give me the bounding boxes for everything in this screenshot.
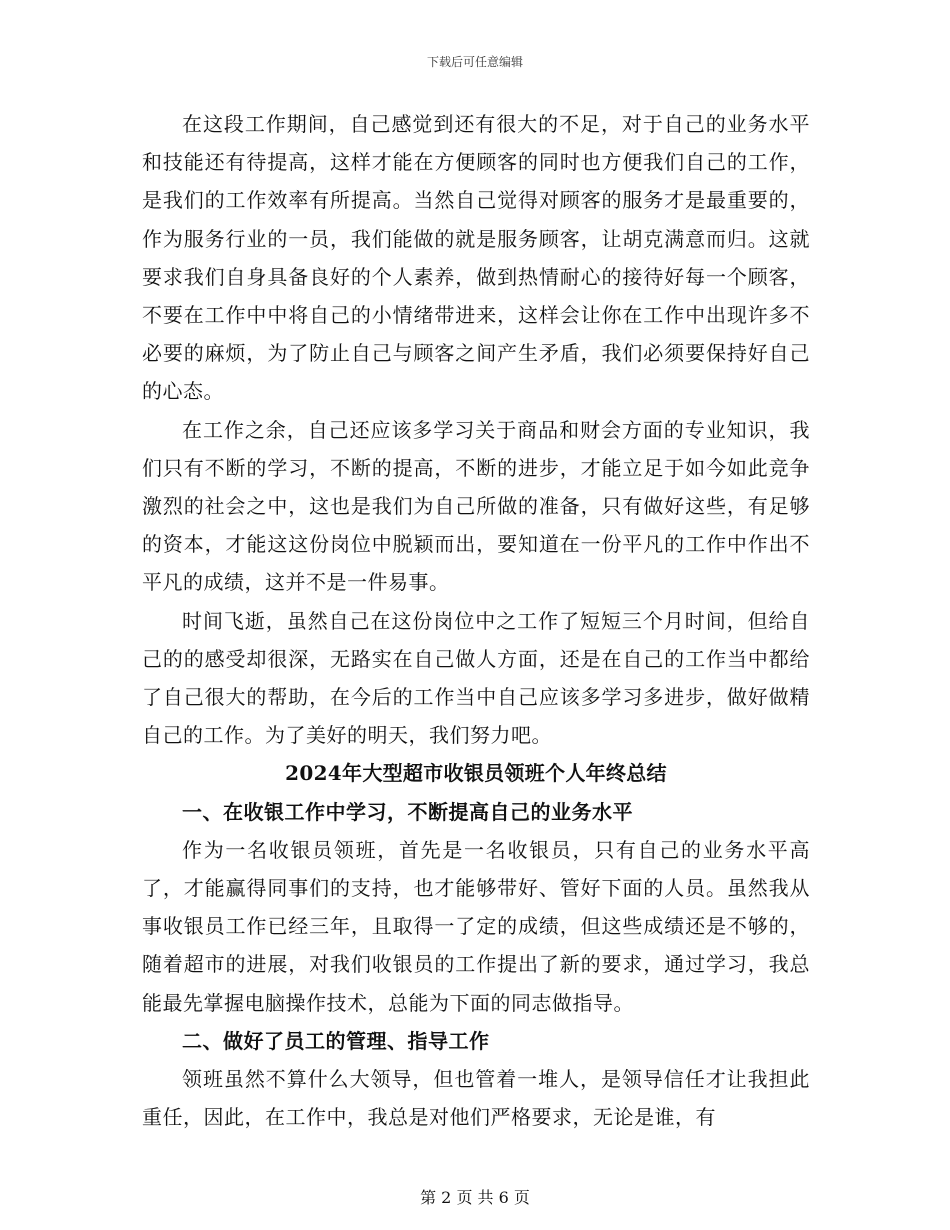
section-paragraph-1: 作为一名收银员领班，首先是一名收银员，只有自己的业务水平高了，才能赢得同事们的支持，也才能够带好、管好下面的人员。虽然我从事收银员工作已经三年，且取得一了定的成绩，但这些成绩还是不够的，随着超市的进展，对我们收银员的工作提出了新的要求，通过学习，我总能最先掌握电脑操作技术，总能为下面的同志做指导。	[142, 837, 810, 1015]
paragraph-time-flies: 时间飞逝，虽然自己在这份岗位中之工作了短短三个月时间，但给自己的的感受却很深，无路实在自己做人方面，还是在自己的工作当中都给了自己很大的帮助，在今后的工作当中自己应该多学习多进步，做好做精自己的工作。为了美好的明天，我们努力吧。	[142, 608, 810, 748]
document-title: 2024年大型超市收银员领班个人年终总结	[285, 761, 667, 786]
section-heading-2: 二、做好了员工的管理、指导工作	[182, 1028, 490, 1053]
page-number: 第 2 页 共 6 页	[420, 1188, 530, 1207]
header-note: 下载后可任意编辑	[426, 55, 523, 69]
paragraph-spare-time-study: 在工作之余，自己还应该多学习关于商品和财会方面的专业知识，我们只有不断的学习，不断的提高，不断的进步，才能立足于如今如此竞争激烈的社会之中，这也是我们为自己所做的准备，只有做好这些，有足够的资本，才能这这份岗位中脱颖而出，要知道在一份平凡的工作中作出不平凡的成绩，这并不是一件易事。	[142, 417, 810, 595]
section-paragraph-2: 领班虽然不算什么大领导，但也管着一堆人，是领导信任才让我担此重任，因此，在工作中，我总是对他们严格要求，无论是谁，有	[142, 1067, 810, 1130]
document-body	[142, 105, 810, 1136]
paragraph-work-shortcomings: 在这段工作期间，自己感觉到还有很大的不足，对于自己的业务水平和技能还有待提高，这样才能在方便顾客的同时也方便我们自己的工作，是我们的工作效率有所提高。当然自己觉得对顾客的服务才是最重要的，作为服务行业的一员，我们能做的就是服务顾客，让胡克满意而归。这就要求我们自身具备良好的个人素养，做到热情耐心的接待好每一个顾客，不要在工作中中将自己的小情绪带进来，这样会让你在工作中出现许多不必要的麻烦，为了防止自己与顾客之间产生矛盾，我们必须要保持好自己的心态。	[142, 112, 810, 404]
section-heading-1: 一、在收银工作中学习，不断提高自己的业务水平	[182, 799, 633, 824]
